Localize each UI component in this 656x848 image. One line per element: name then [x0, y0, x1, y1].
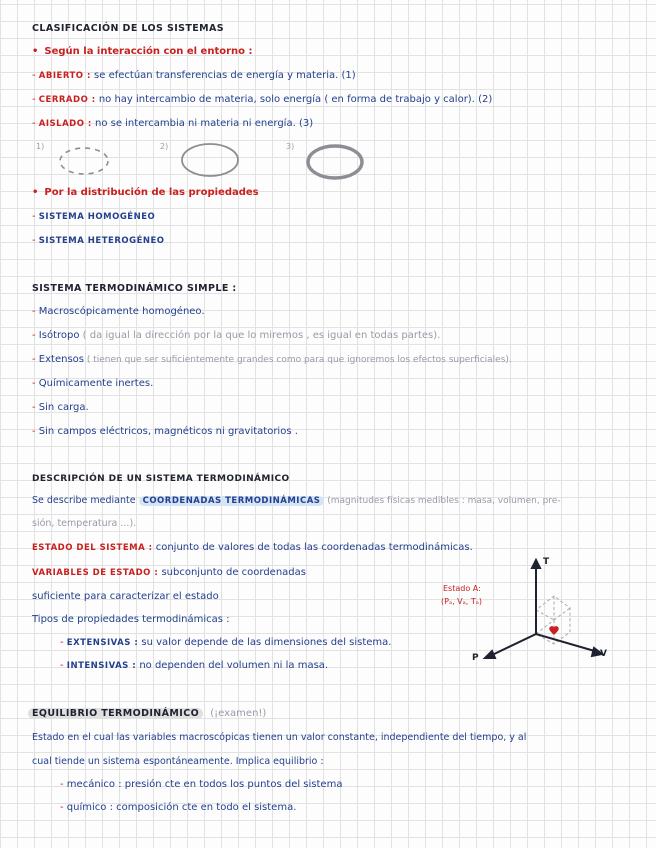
section-title-descripcion: DESCRIPCIÓN DE UN SISTEMA TERMODINÁMICO: [32, 474, 290, 484]
diagram-state-label: Estado A:: [443, 584, 481, 593]
item-cerrado: - CERRADO : no hay intercambio de materia, solo energía ( en forma de trabajo y calor). (2): [32, 94, 493, 105]
describe-line-2: sión, temperatura ...).: [32, 518, 137, 529]
tipo-intensivas: - INTENSIVAS : no dependen del volumen ni la masa.: [60, 660, 329, 671]
item-aislado: - AISLADO : no se intercambia ni materia ni energía. (3): [32, 118, 314, 129]
describe-line-1: Se describe mediante COORDENADAS TERMODINÁMICAS (magnitudes físicas medibles : masa, volumen, pre-: [32, 495, 561, 506]
fig-label-3: 3): [286, 142, 295, 151]
section-title-simple: SISTEMA TERMODINÁMICO SIMPLE :: [32, 283, 237, 294]
item-homogeneo: - SISTEMA HOMOGÉNEO: [32, 211, 156, 222]
item-heterogeneo: - SISTEMA HETEROGÉNEO: [32, 235, 165, 246]
simple-item: - Sin carga.: [32, 402, 89, 413]
axis-label-t: T: [543, 557, 550, 567]
simple-item: - Sin campos eléctricos, magnéticos ni gravitatorios .: [32, 426, 298, 437]
def-variables: VARIABLES DE ESTADO : subconjunto de coordenadas: [32, 567, 306, 578]
equilibrio-mecanico: - mecánico : presión cte en todos los puntos del sistema: [60, 779, 343, 790]
closed-system-ellipse: [178, 140, 242, 180]
fig-label-2: 2): [160, 142, 169, 151]
axis-label-p: P: [472, 653, 479, 663]
def-estado: ESTADO DEL SISTEMA : conjunto de valores de todas las coordenadas termodinámicas.: [32, 542, 473, 553]
simple-item: - Extensos ( tienen que ser suficientemente grandes como para que ignoremos los efectos superficiales).: [32, 354, 512, 365]
section-title-equilibrio: EQUILIBRIO TERMODINÁMICO (¡examen!): [28, 707, 266, 721]
tipo-extensivas: - EXTENSIVAS : su valor depende de las dimensiones del sistema.: [60, 637, 392, 648]
tipos-propiedades: Tipos de propiedades termodinámicas :: [32, 614, 230, 625]
diagram-state-coords: (Pₐ, Vₐ, Tₐ): [441, 597, 482, 606]
isolated-system-double-ellipse: [304, 142, 366, 182]
axis-label-v: V: [600, 649, 607, 659]
equilibrio-quimico: - químico : composición cte en todo el sistema.: [60, 802, 297, 813]
equilibrio-text-1: Estado en el cual las variables macroscópicas tienen un valor constante, independiente del tiempo, y al: [32, 732, 527, 743]
equilibrio-text-2: cual tiende un sistema espontáneamente. Implica equilibrio :: [32, 756, 324, 767]
simple-item: - Isótropo ( da igual la dirección por la que lo miremos , es igual en todas partes).: [32, 330, 441, 341]
section-title-clasificacion: CLASIFICACIÓN DE LOS SISTEMAS: [32, 23, 225, 34]
open-system-dashed-ellipse: [56, 144, 112, 178]
pvt-diagram: [470, 552, 620, 677]
simple-item: - Macroscópicamente homogéneo.: [32, 306, 205, 317]
simple-item: - Químicamente inertes.: [32, 378, 154, 389]
fig-label-1: 1): [36, 142, 45, 151]
def-variables-cont: suficiente para caracterizar el estado: [32, 591, 219, 602]
criterion-propiedades: • Por la distribución de las propiedades: [32, 186, 259, 200]
item-abierto: - ABIERTO : se efectúan transferencias de energía y materia. (1): [32, 70, 356, 81]
criterion-entorno: • Según la interacción con el entorno :: [32, 45, 253, 59]
